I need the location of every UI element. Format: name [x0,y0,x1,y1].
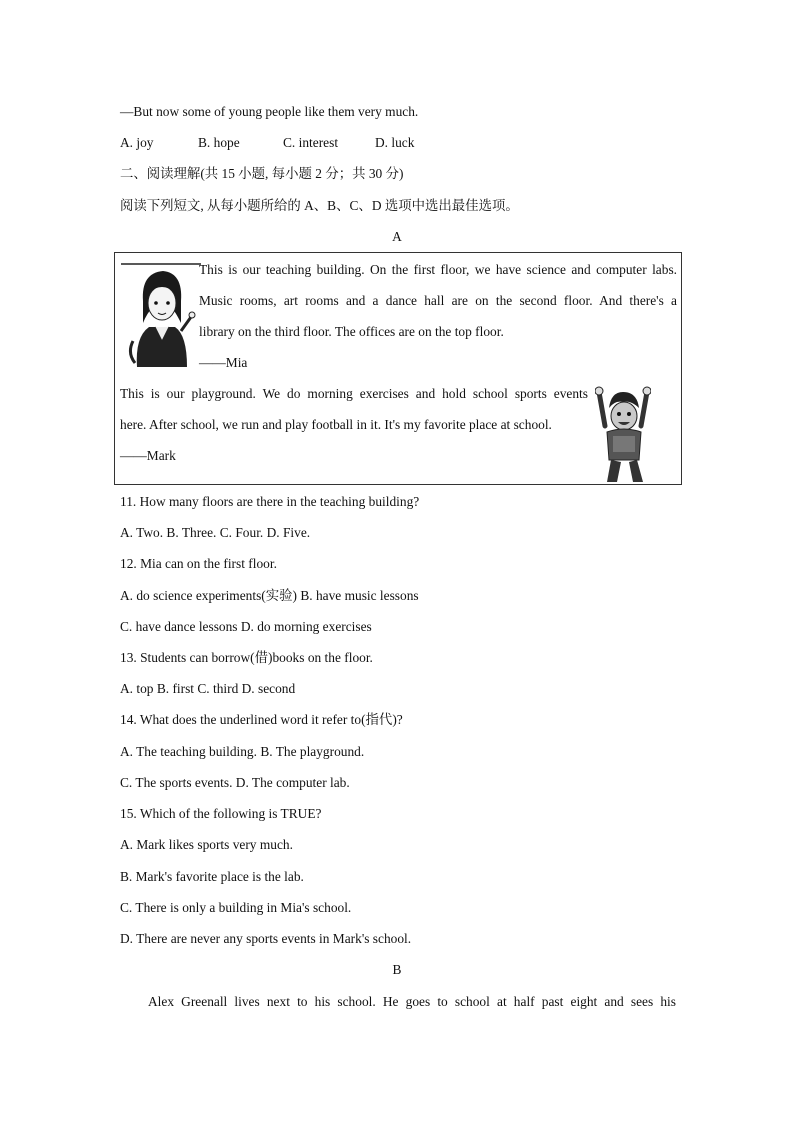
question-14-options-2: C. The sports events. D. The computer lab. [120,775,350,790]
question-12-stem: 12. Mia can on the first floor. [120,556,277,571]
option-c: C. interest [283,135,339,150]
passage-a-box [114,252,682,485]
question-11-stem: 11. How many floors are there in the teaching building? [120,494,420,509]
mia-passage [199,254,677,378]
mark-passage [120,378,588,471]
mia-line-2: Music rooms, art rooms and a dance hall are on the second floor. And there's a [199,293,677,308]
question-15-stem: 15. Which of the following is TRUE? [120,806,322,821]
mark-line-2: here. After school, we run and play football in it. It's my favorite place at school. [120,417,552,432]
option-b: B. hope [198,135,240,150]
question-13-options: A. top B. first C. third D. second [120,681,296,696]
passage-a-label: A [392,229,402,244]
mia-line-3: library on the third floor. The offices are on the top floor. [199,324,504,339]
question-13-stem: 13. Students can borrow(借)books on the floor. [120,650,373,665]
question-15-option-d: D. There are never any sports events in Mark's school. [120,931,412,946]
section-instruction: 阅读下列短文, 从每小题所给的 A、B、C、D 选项中选出最佳选项。 [120,198,519,213]
question-14-stem: 14. What does the underlined word it refer to(指代)? [120,712,403,727]
option-a: A. joy [120,135,154,150]
girl-illustration [121,261,201,369]
boy-illustration [595,386,651,484]
question-11-options: A. Two. B. Three. C. Four. D. Five. [120,525,311,540]
question-12-options-1: A. do science experiments(实验) B. have music lessons [120,588,419,603]
mark-signature: ——Mark [120,448,176,463]
mark-line-1: This is our playground. We do morning exercises and hold school sports events [120,386,588,401]
prev-question-line: —But now some of young people like them very much. [120,104,419,119]
mia-line-1: This is our teaching building. On the first floor, we have science and computer labs. [199,262,677,277]
section-heading: 二、阅读理解(共 15 小题, 每小题 2 分；共 30 分) [120,166,404,181]
question-15-option-b: B. Mark's favorite place is the lab. [120,869,304,884]
question-12-options-2: C. have dance lessons D. do morning exercises [120,619,372,634]
mia-signature: ——Mia [199,355,248,370]
prev-question-options [120,135,414,151]
question-15-option-a: A. Mark likes sports very much. [120,837,293,852]
passage-b-label: B [392,962,402,977]
question-15-option-c: C. There is only a building in Mia's school. [120,900,352,915]
question-14-options-1: A. The teaching building. B. The playground. [120,744,365,759]
passage-b-first-line: Alex Greenall lives next to his school. He goes to school at half past eight and sees his [148,994,676,1009]
option-d: D. luck [375,135,415,150]
